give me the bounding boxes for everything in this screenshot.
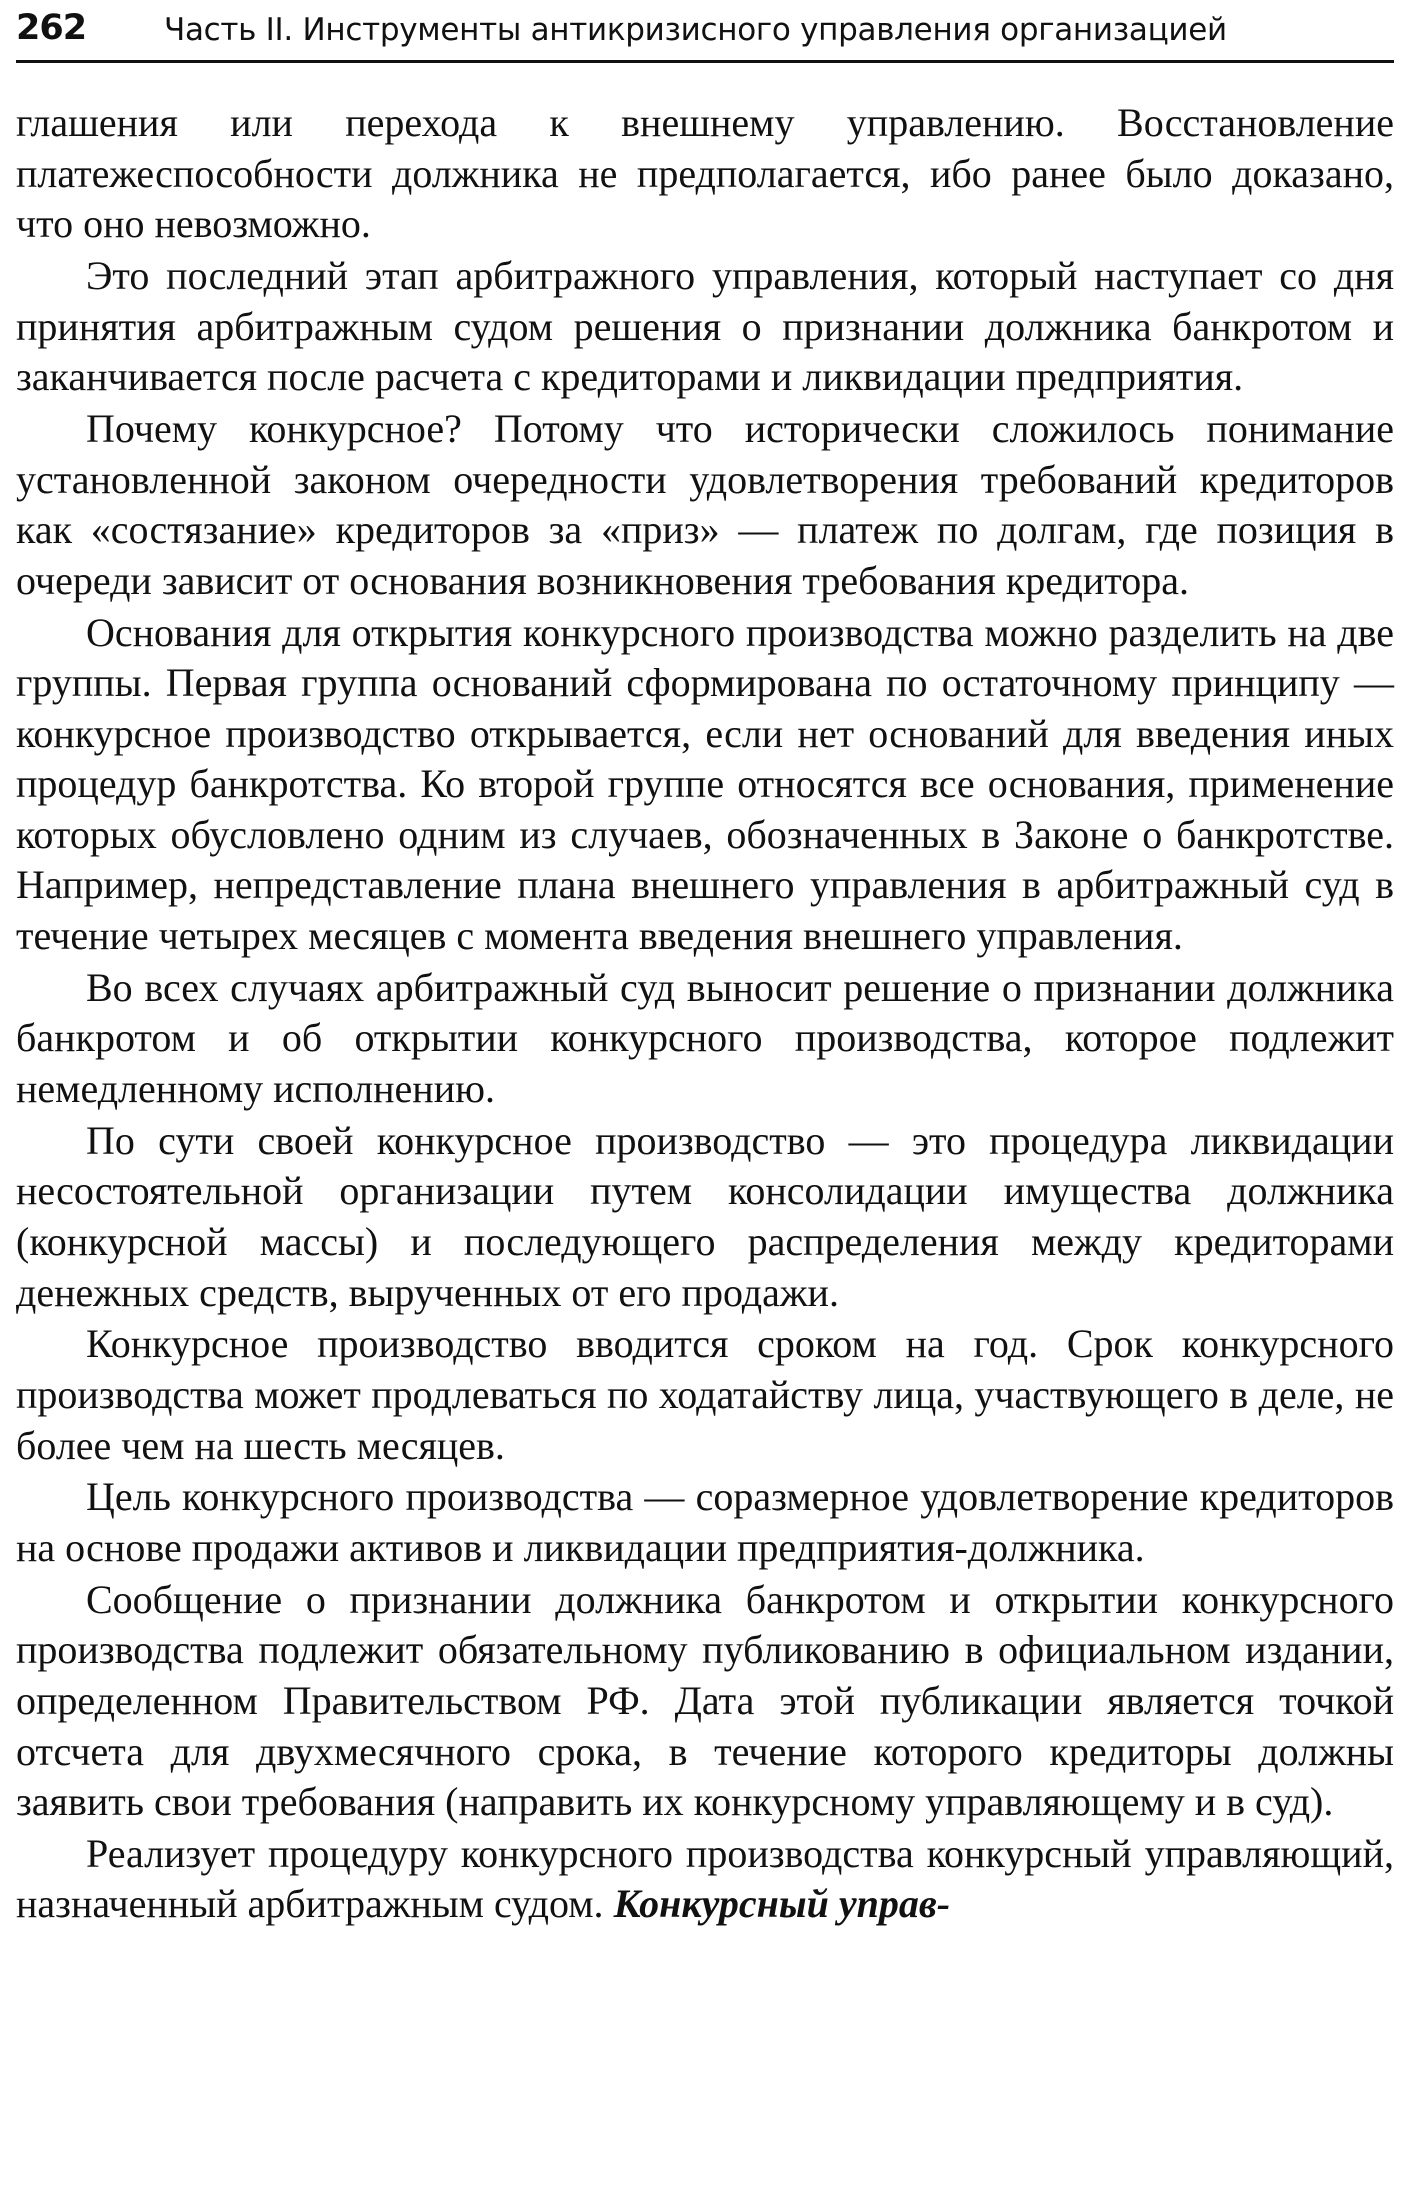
paragraph: глашения или перехода к внешнему управлению. Восстановление платежеспособности должника не предполагается, ибо ранее было доказано, что оно невозможно.	[16, 100, 1394, 247]
paragraph: Почему конкурсное? Потому что исторически сложилось понимание установленной законом очередности удовлетворения требований кредиторов как «состязание» кредиторов за «приз» — платеж по долгам, где позиция в очереди зависит от основания возникновения требования кредитора.	[16, 405, 1394, 603]
paragraph: Основания для открытия конкурсного производства можно разделить на две группы. Первая группа оснований сформирована по остаточному принципу — конкурсное производство открывается, если нет оснований для введения иных процедур банкротства. Ко второй группе относятся все основания, применение которых обусловлено одним из случаев, обозначенных в Законе о банкротстве. Например, непредставление плана внешнего управления в арбитражный суд в течение четырех месяцев с момента введения внешнего управления.	[16, 609, 1394, 959]
running-header	[16, 6, 1394, 63]
emphasized-term: Конкурсный управ-	[613, 1881, 951, 1927]
page-number: 262	[16, 8, 87, 48]
paragraph: По сути своей конкурсное производство — это процедура ликвидации несостоятельной организации путем консолидации имущества должника (конкурсной массы) и последующего распределения между кредиторами денежных средств, вырученных от его продажи.	[16, 1117, 1394, 1315]
body-text	[16, 98, 1394, 1930]
header-title: Часть II. Инструменты антикризисного управления организацией	[164, 12, 1227, 48]
paragraph: Сообщение о признании должника банкротом и открытии конкурсного производства подлежит обязательному публикованию в официальном издании, определенном Правительством РФ. Дата этой публикации является точкой отсчета для двухмесячного срока, в течение которого кредиторы должны заявить свои требования (направить их конкурсному управляющему и в суд).	[16, 1576, 1394, 1825]
final-paragraph-text: Реализует процедуру конкурсного производства конкурсный управляющий, назначенный арбитражным судом.	[16, 1830, 1394, 1927]
book-page	[16, 0, 1394, 2202]
paragraph: Цель конкурсного производства — соразмерное удовлетворение кредиторов на основе продажи активов и ликвидации предприятия-должника.	[16, 1474, 1394, 1570]
final-paragraph	[16, 1829, 1394, 1930]
paragraph: Конкурсное производство вводится сроком на год. Срок конкурсного производства может продлеваться по ходатайству лица, участвующего в деле, не более чем на шесть месяцев.	[16, 1321, 1394, 1468]
paragraph: Это последний этап арбитражного управления, который наступает со дня принятия арбитражным судом решения о признании должника банкротом и заканчивается после расчета с кредиторами и ликвидации предприятия.	[16, 252, 1394, 400]
paragraph: Во всех случаях арбитражный суд выносит решение о признании должника банкротом и об открытии конкурсного производства, которое подлежит немедленному исполнению.	[16, 964, 1394, 1112]
